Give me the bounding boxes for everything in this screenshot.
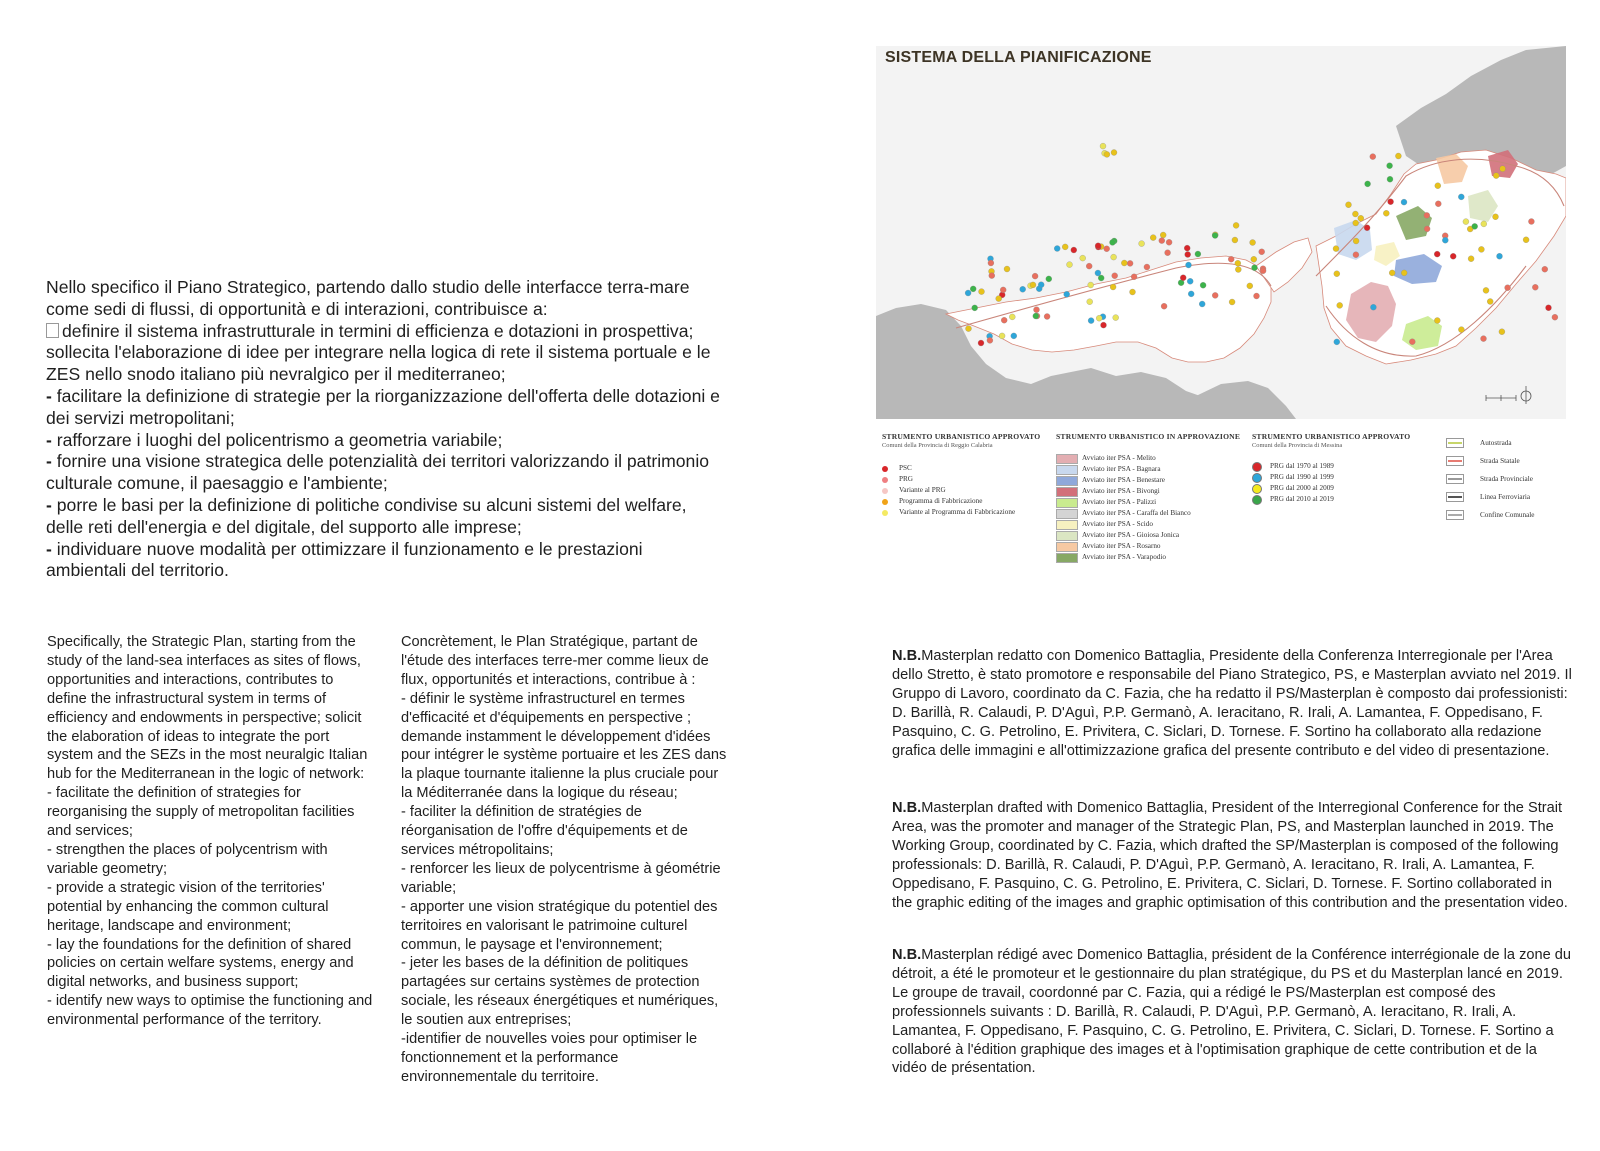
municipality-dot	[1000, 287, 1006, 293]
french-paragraph: - apporter une vision stratégique du potentiel des territoires en valorisant le patrimoine culturel commun, le paysage et l'environnement;	[401, 898, 718, 953]
municipality-dot	[970, 286, 976, 292]
municipality-dot	[1121, 260, 1127, 266]
french-paragraph: Concrètement, le Plan Stratégique, partant de l'étude des interfaces terre-mer comme lieux de flux, opportunités et interactions, contribue à :	[401, 634, 709, 688]
legend-swatch-icon	[1056, 553, 1078, 563]
municipality-dot	[1434, 318, 1440, 324]
municipality-dot	[1493, 173, 1499, 179]
italian-list-item	[46, 495, 726, 539]
municipality-dot	[1212, 233, 1218, 239]
municipality-dot	[1160, 232, 1166, 238]
municipality-dot	[1365, 181, 1371, 187]
legend-dot-icon	[882, 510, 888, 516]
french-paragraph: - faciliter la définition de stratégies de réorganisation de l'offre d'équipements et de services métropolitains;	[401, 804, 688, 858]
municipality-dot	[1104, 151, 1110, 157]
legend-item-label: Avviato iter PSA - Scido	[1082, 520, 1153, 528]
municipality-dot	[999, 333, 1005, 339]
english-paragraph: - strengthen the places of polycentrism with variable geometry;	[47, 841, 328, 877]
municipality-dot	[1127, 260, 1133, 266]
municipality-dot	[1161, 303, 1167, 309]
legend-dot-icon	[882, 499, 888, 505]
legend-title: STRUMENTO URBANISTICO APPROVATO	[1252, 432, 1411, 441]
italian-list	[46, 321, 726, 583]
municipality-dot	[1166, 239, 1172, 245]
french-paragraph: - jeter les bases de la définition de politiques partagées sur certains systèmes de protection sociale, les réseaux énergétiques et numériques, le soutien aux entreprises;	[401, 955, 719, 1029]
legend-item-label: PRG dal 1990 al 1999	[1270, 473, 1334, 481]
legend-list	[1056, 453, 1240, 563]
legend-item-label: Variante al PRG	[899, 486, 946, 494]
french-text-column	[401, 633, 731, 1087]
italian-list-item-text: rafforzare i luoghi del policentrismo a geometria variabile;	[56, 429, 503, 450]
italian-list-item-text: definire il sistema infrastrutturale in termini di efficienza e dotazioni in prospettiva; sollecita l'elaborazione di idee per integrare nella logica di rete il sistema portuale e le ZES nello snodo italiano più nevralgico per il mediterraneo;	[46, 320, 711, 385]
municipality-dot	[1111, 150, 1117, 156]
municipality-dot	[1110, 239, 1116, 245]
municipality-dot	[1096, 315, 1102, 321]
legend-item-label: Avviato iter PSA - Varapodio	[1082, 553, 1166, 561]
municipality-dot	[1033, 313, 1039, 319]
municipality-dot	[1004, 266, 1010, 272]
note-text: Masterplan rédigé avec Domenico Battaglia, président de la Conférence interrégionale de la zone du détroit, a été le promoteur et le gestionnaire du plan stratégique, du PS et du Masterplan lancé en 2019. Le groupe de travail, coordonné par C. Fazia, qui a rédigé le PS/Masterplan est composé des professionnels suivants : D. Barillà, R. Calaudi, P. D'Aguì, P.P. Germanò, A. Ieracitano, R. Irali, A. Lamantea, F. Oppedisano, F. Pasquino, C. G. Petrolino, E. Privitera, C. Siclari, D. Tornese. F. Sortino a collaboré à l'édition graphique des images et à l'optimisation graphique de cette contribution et de la vidéo de présentation.	[892, 947, 1572, 1077]
municipality-dot	[1144, 264, 1150, 270]
legend-swatch-icon	[1056, 542, 1078, 552]
french-paragraph: - définir le système infrastructurel en termes d'efficacité et d'équipements en perspective ; demande instamment le développement d'idées pour intégrer le système portuaire et les ZES dans la plaque tournante italienne la plus cruciale pour la Méditerranée dans la logique du réseau;	[401, 690, 727, 802]
legend-column-lines	[1446, 434, 1535, 524]
legend-title: STRUMENTO URBANISTICO APPROVATO	[882, 432, 1041, 441]
municipality-dot	[1353, 252, 1359, 258]
note-english	[892, 799, 1572, 912]
italian-list-item	[46, 539, 726, 583]
municipality-dot	[1071, 247, 1077, 253]
municipality-dot	[1235, 260, 1241, 266]
municipality-dot	[1493, 214, 1499, 220]
map-graphic	[876, 46, 1566, 419]
legend-item-label: Avviato iter PSA - Bagnara	[1082, 465, 1161, 473]
municipality-dot	[1353, 238, 1359, 244]
municipality-dot	[1235, 267, 1241, 273]
legend-swatch-icon	[1056, 531, 1078, 541]
municipality-dot	[1130, 289, 1136, 295]
bullet-dash: -	[46, 385, 57, 406]
english-paragraph: Specifically, the Strategic Plan, starting from the study of the land-sea interfaces as sites of flows, opportunities and interactions, contributes to define the infrastructural system in terms of efficiency and endowments in perspective; solicit the elaboration of ideas to integrate the port system and the SEZs in the most neuralgic Italian hub for the Mediterranean in the logic of network:	[47, 634, 368, 783]
legend-line-icon	[1446, 438, 1464, 448]
legend-item	[1056, 475, 1240, 486]
municipality-dot	[1401, 199, 1407, 205]
legend-item	[1252, 472, 1410, 483]
municipality-dot	[1011, 333, 1017, 339]
municipality-dot	[1020, 286, 1026, 292]
municipality-dot	[1030, 282, 1036, 288]
municipality-dot	[1232, 237, 1238, 243]
italian-list-item	[46, 321, 726, 386]
municipality-dot	[988, 260, 994, 266]
legend-item-label: Linea Ferroviaria	[1480, 493, 1531, 501]
legend-dot-icon	[1252, 484, 1262, 494]
municipality-dot	[1387, 176, 1393, 182]
legend-list	[1446, 434, 1535, 524]
municipality-dot	[1032, 273, 1038, 279]
legend-item	[882, 463, 1040, 474]
municipality-dot	[1353, 220, 1359, 226]
bullet-dash: -	[46, 451, 57, 472]
legend-item	[1446, 506, 1535, 524]
municipality-dot	[1080, 255, 1086, 261]
legend-item	[1446, 452, 1535, 470]
municipality-dot	[996, 296, 1002, 302]
municipality-dot	[1113, 315, 1119, 321]
municipality-dot	[1200, 282, 1206, 288]
municipality-dot	[972, 305, 978, 311]
municipality-dot	[978, 340, 984, 346]
municipality-dot	[1389, 270, 1395, 276]
legend-item-label: Avviato iter PSA - Rosarno	[1082, 542, 1161, 550]
municipality-dot	[1260, 268, 1266, 274]
english-text-column	[47, 633, 377, 1030]
municipality-dot	[1139, 241, 1145, 247]
note-text: Masterplan drafted with Domenico Battaglia, President of the Interregional Conference for the Strait Area, was the promoter and manager of the Strategic Plan, PS, and Masterplan launched in 2019. The Working Group, coordinated by C. Fazia, which drafted the SP/Masterplan is composed of the following professionals: D. Barillà, R. Calaudi, P. D'Aguì, P.P. Germanò, A. Ieracitano, R. Irali, A. Lamantea, F. Oppedisano, F. Pasquino, C. G. Petrolino, E. Privitera, C. Siclari, D. Tornese. F. Sortino collaborated in the graphic editing of the images and graphic optimisation of this contribution and the presentation video.	[892, 800, 1568, 911]
municipality-dot	[1101, 322, 1107, 328]
municipality-dot	[1435, 183, 1441, 189]
municipality-dot	[1064, 291, 1070, 297]
municipality-dot	[1458, 327, 1464, 333]
municipality-dot	[1364, 225, 1370, 231]
italian-list-item-text: fornire una visione strategica delle potenzialità dei territori valorizzando il patrimonio culturale comune, il paesaggio e l'ambiente;	[46, 451, 710, 494]
municipality-dot	[1463, 219, 1469, 225]
legend-dot-icon	[1252, 462, 1262, 472]
english-paragraph: - provide a strategic vision of the territories' potential by enhancing the common cultural heritage, landscape and environment;	[47, 879, 329, 934]
legend-item	[1446, 470, 1535, 488]
municipality-dot	[1370, 154, 1376, 160]
italian-list-item	[46, 430, 726, 452]
legend-item-label: Variante al Programma di Fabbricazione	[899, 508, 1016, 516]
municipality-dot	[987, 337, 993, 343]
legend-item-label: PSC	[899, 464, 912, 472]
legend-item	[1056, 530, 1240, 541]
legend-item	[1056, 552, 1240, 563]
legend-item-label: PRG dal 1970 al 1989	[1270, 462, 1334, 470]
municipality-dot	[1442, 237, 1448, 243]
bullet-box-icon	[46, 323, 59, 338]
municipality-dot	[1185, 252, 1191, 258]
municipality-dot	[979, 289, 985, 295]
municipality-dot	[1247, 283, 1253, 289]
municipality-dot	[1542, 266, 1548, 272]
legend-swatch-icon	[1056, 465, 1078, 475]
municipality-dot	[1150, 235, 1156, 241]
municipality-dot	[1424, 212, 1430, 218]
note-french	[892, 946, 1572, 1078]
municipality-dot	[1532, 284, 1538, 290]
municipality-dot	[1333, 246, 1339, 252]
municipality-dot	[1104, 246, 1110, 252]
legend-swatch-icon	[1056, 476, 1078, 486]
legend-column-messina	[1252, 432, 1410, 505]
municipality-dot	[1034, 307, 1040, 313]
legend-list	[1252, 461, 1410, 505]
legend-item	[882, 485, 1040, 496]
bullet-dash: -	[46, 494, 57, 515]
legend-dot-icon	[1252, 473, 1262, 483]
legend-swatch-icon	[1056, 520, 1078, 530]
municipality-dot	[1552, 314, 1558, 320]
municipality-dot	[1481, 221, 1487, 227]
municipality-dot	[1499, 329, 1505, 335]
legend-dot-icon	[1252, 495, 1262, 505]
municipality-dot	[966, 326, 972, 332]
municipality-dot	[1251, 256, 1257, 262]
municipality-dot	[1228, 256, 1234, 262]
municipality-dot	[1233, 222, 1239, 228]
municipality-dot	[1388, 199, 1394, 205]
municipality-dot	[989, 273, 995, 279]
legend-item-label: PRG dal 2000 al 2009	[1270, 484, 1334, 492]
municipality-dot	[1505, 285, 1511, 291]
legend-item	[882, 474, 1040, 485]
legend-item-label: Confine Comunale	[1480, 511, 1535, 519]
legend-item	[1056, 486, 1240, 497]
municipality-dot	[1523, 237, 1529, 243]
municipality-dot	[1252, 265, 1258, 271]
municipality-dot	[1100, 143, 1106, 149]
municipality-dot	[1478, 246, 1484, 252]
bullet-dash: -	[46, 538, 57, 559]
note-italian	[892, 647, 1572, 760]
municipality-dot	[1159, 238, 1165, 244]
legend-item	[1252, 483, 1410, 494]
municipality-dot	[1001, 317, 1007, 323]
municipality-dot	[1046, 276, 1052, 282]
italian-list-item-text: facilitare la definizione di strategie per la riorganizzazione dell'offerta delle dotazioni e dei servizi metropolitani;	[46, 385, 720, 428]
note-label: N.B.	[892, 800, 922, 816]
municipality-dot	[1334, 271, 1340, 277]
map-legend	[880, 432, 1570, 572]
municipality-dot	[1254, 293, 1260, 299]
municipality-dot	[1346, 202, 1352, 208]
municipality-dot	[1528, 219, 1534, 225]
legend-title: STRUMENTO URBANISTICO IN APPROVAZIONE	[1056, 432, 1241, 441]
legend-subtitle: Comuni della Provincia di Messina	[1252, 442, 1343, 449]
note-text: Masterplan redatto con Domenico Battaglia, Presidente della Conferenza Interregionale per l'Area dello Stretto, è stato promotore e responsabile del Piano Strategico, PS, e Masterplan avviato nel 2019. Il Gruppo di Lavoro, coordinato da C. Fazia, che ha redatto il PS/Masterplan è composto dai professionisti: D. Barillà, R. Calaudi, P. D'Aguì, P.P. Germanò, A. Ieracitano, R. Irali, A. Lamantea, F. Oppedisano, F. Pasquino, C. G. Petrolino, E. Privitera, C. Siclari, D. Tornese. F. Sortino ha collaborato alla redazione grafica delle immagini e all'ottimizzazione grafica del presente contributo e del video di presentazione.	[892, 648, 1572, 759]
municipality-dot	[1481, 336, 1487, 342]
legend-item	[1056, 453, 1240, 464]
municipality-dot	[1044, 314, 1050, 320]
note-label: N.B.	[892, 947, 922, 963]
legend-item-label: Autostrada	[1480, 439, 1512, 447]
legend-dot-icon	[882, 466, 888, 472]
legend-item-label: Avviato iter PSA - Caraffa del Bianco	[1082, 509, 1191, 517]
legend-dot-icon	[882, 477, 888, 483]
legend-item	[1056, 508, 1240, 519]
municipality-dot	[1409, 339, 1415, 345]
municipality-dot	[1110, 284, 1116, 290]
legend-item	[882, 507, 1040, 518]
municipality-dot	[1009, 314, 1015, 320]
municipality-dot	[1395, 153, 1401, 159]
municipality-dot	[1337, 302, 1343, 308]
municipality-dot	[1424, 226, 1430, 232]
municipality-dot	[1095, 243, 1101, 249]
municipality-dot	[1212, 292, 1218, 298]
municipality-dot	[1184, 245, 1190, 251]
municipality-dot	[1370, 304, 1376, 310]
municipality-dot	[1195, 251, 1201, 257]
french-paragraph: - renforcer les lieux de polycentrisme à géométrie variable;	[401, 860, 721, 896]
legend-item	[1056, 464, 1240, 475]
legend-item	[1056, 541, 1240, 552]
municipality-dot	[1088, 318, 1094, 324]
french-paragraph: -identifier de nouvelles voies pour optimiser le fonctionnement et la performance environnementale du territoire.	[401, 1031, 698, 1085]
legend-item-label: Avviato iter PSA - Gioiosa Jonica	[1082, 531, 1180, 539]
municipality-dot	[1186, 262, 1192, 268]
municipality-dot	[1435, 201, 1441, 207]
municipality-dot	[1087, 299, 1093, 305]
legend-item-label: Avviato iter PSA - Benestare	[1082, 476, 1165, 484]
municipality-dot	[1112, 273, 1118, 279]
legend-subtitle: Comuni della Provincia di Reggio Calabria	[882, 442, 993, 449]
english-paragraph: - facilitate the definition of strategies for reorganising the supply of metropolitan facilities and services;	[47, 785, 355, 840]
municipality-dot	[1472, 223, 1478, 229]
municipality-dot	[1546, 305, 1552, 311]
municipality-dot	[1450, 253, 1456, 259]
legend-line-icon	[1446, 474, 1464, 484]
italian-list-item-text: individuare nuove modalità per ottimizzare il funzionamento e le prestazioni ambientali del territorio.	[46, 538, 643, 581]
municipality-dot	[1458, 194, 1464, 200]
municipality-dot	[1487, 299, 1493, 305]
municipality-dot	[1188, 291, 1194, 297]
legend-item	[1252, 494, 1410, 505]
legend-item	[1056, 519, 1240, 530]
map-title: SISTEMA DELLA PIANIFICAZIONE	[885, 49, 1152, 66]
municipality-dot	[1054, 246, 1060, 252]
legend-item-label: Strada Statale	[1480, 457, 1520, 465]
italian-text-block	[46, 277, 726, 582]
municipality-dot	[1229, 299, 1235, 305]
bullet-dash: -	[46, 429, 57, 450]
municipality-dot	[1111, 254, 1117, 260]
municipality-dot	[1038, 282, 1044, 288]
italian-list-item	[46, 386, 726, 430]
legend-swatch-icon	[1056, 487, 1078, 497]
municipality-dot	[1334, 339, 1340, 345]
municipality-dot	[1352, 211, 1358, 217]
municipality-dot	[1483, 287, 1489, 293]
english-paragraph: - identify new ways to optimise the functioning and environmental performance of the territory.	[47, 993, 373, 1029]
municipality-dot	[1497, 253, 1503, 259]
municipality-dot	[1401, 270, 1407, 276]
legend-line-icon	[1446, 456, 1464, 466]
legend-item-label: Programma di Fabbricazione	[899, 497, 983, 505]
municipality-dot	[1500, 166, 1506, 172]
legend-item-label: Avviato iter PSA - Palizzi	[1082, 498, 1157, 506]
municipality-dot	[1434, 251, 1440, 257]
legend-item-label: Avviato iter PSA - Bivongi	[1082, 487, 1160, 495]
municipality-dot	[1187, 278, 1193, 284]
legend-item-label: PRG dal 2010 al 2019	[1270, 495, 1334, 503]
legend-item	[1446, 488, 1535, 506]
legend-item-label: PRG	[899, 475, 913, 483]
municipality-dot	[965, 290, 971, 296]
municipality-dot	[1131, 274, 1137, 280]
municipality-dot	[1088, 282, 1094, 288]
municipality-dot	[1383, 210, 1389, 216]
legend-list	[882, 463, 1040, 518]
legend-line-icon	[1446, 510, 1464, 520]
planning-map	[876, 46, 1566, 419]
note-label: N.B.	[892, 648, 922, 664]
legend-dot-icon	[882, 488, 888, 494]
legend-item-label: Avviato iter PSA - Melito	[1082, 454, 1156, 462]
legend-swatch-icon	[1056, 509, 1078, 519]
legend-swatch-icon	[1056, 454, 1078, 464]
legend-swatch-icon	[1056, 498, 1078, 508]
municipality-dot	[1095, 270, 1101, 276]
legend-item	[1252, 461, 1410, 472]
municipality-dot	[1468, 256, 1474, 262]
legend-column-in-approval	[1056, 432, 1240, 563]
municipality-dot	[1387, 163, 1393, 169]
municipality-dot	[1199, 301, 1205, 307]
legend-column-reggio	[882, 432, 1040, 518]
italian-list-item	[46, 451, 726, 495]
municipality-dot	[1250, 240, 1256, 246]
legend-line-icon	[1446, 492, 1464, 502]
legend-item	[1056, 497, 1240, 508]
municipality-dot	[1180, 275, 1186, 281]
municipality-dot	[1086, 263, 1092, 269]
municipality-dot	[1165, 250, 1171, 256]
italian-list-item-text: porre le basi per la definizione di politiche condivise su alcuni sistemi del welfare, delle reti dell'energia e del digitale, del supporto alle imprese;	[46, 494, 687, 537]
municipality-dot	[1358, 215, 1364, 221]
legend-item	[882, 496, 1040, 507]
municipality-dot	[1067, 262, 1073, 268]
legend-item	[1446, 434, 1535, 452]
legend-item-label: Strada Provinciale	[1480, 475, 1533, 483]
municipality-dot	[1259, 249, 1265, 255]
municipality-dot	[1062, 244, 1068, 250]
italian-intro: Nello specifico il Piano Strategico, partendo dallo studio delle interfacce terra-mare come sedi di flussi, di opportunità e di interazioni, contribuisce a:	[46, 277, 690, 319]
english-paragraph: - lay the foundations for the definition of shared policies on certain welfare systems, energy and digital networks, and business support;	[47, 936, 354, 991]
